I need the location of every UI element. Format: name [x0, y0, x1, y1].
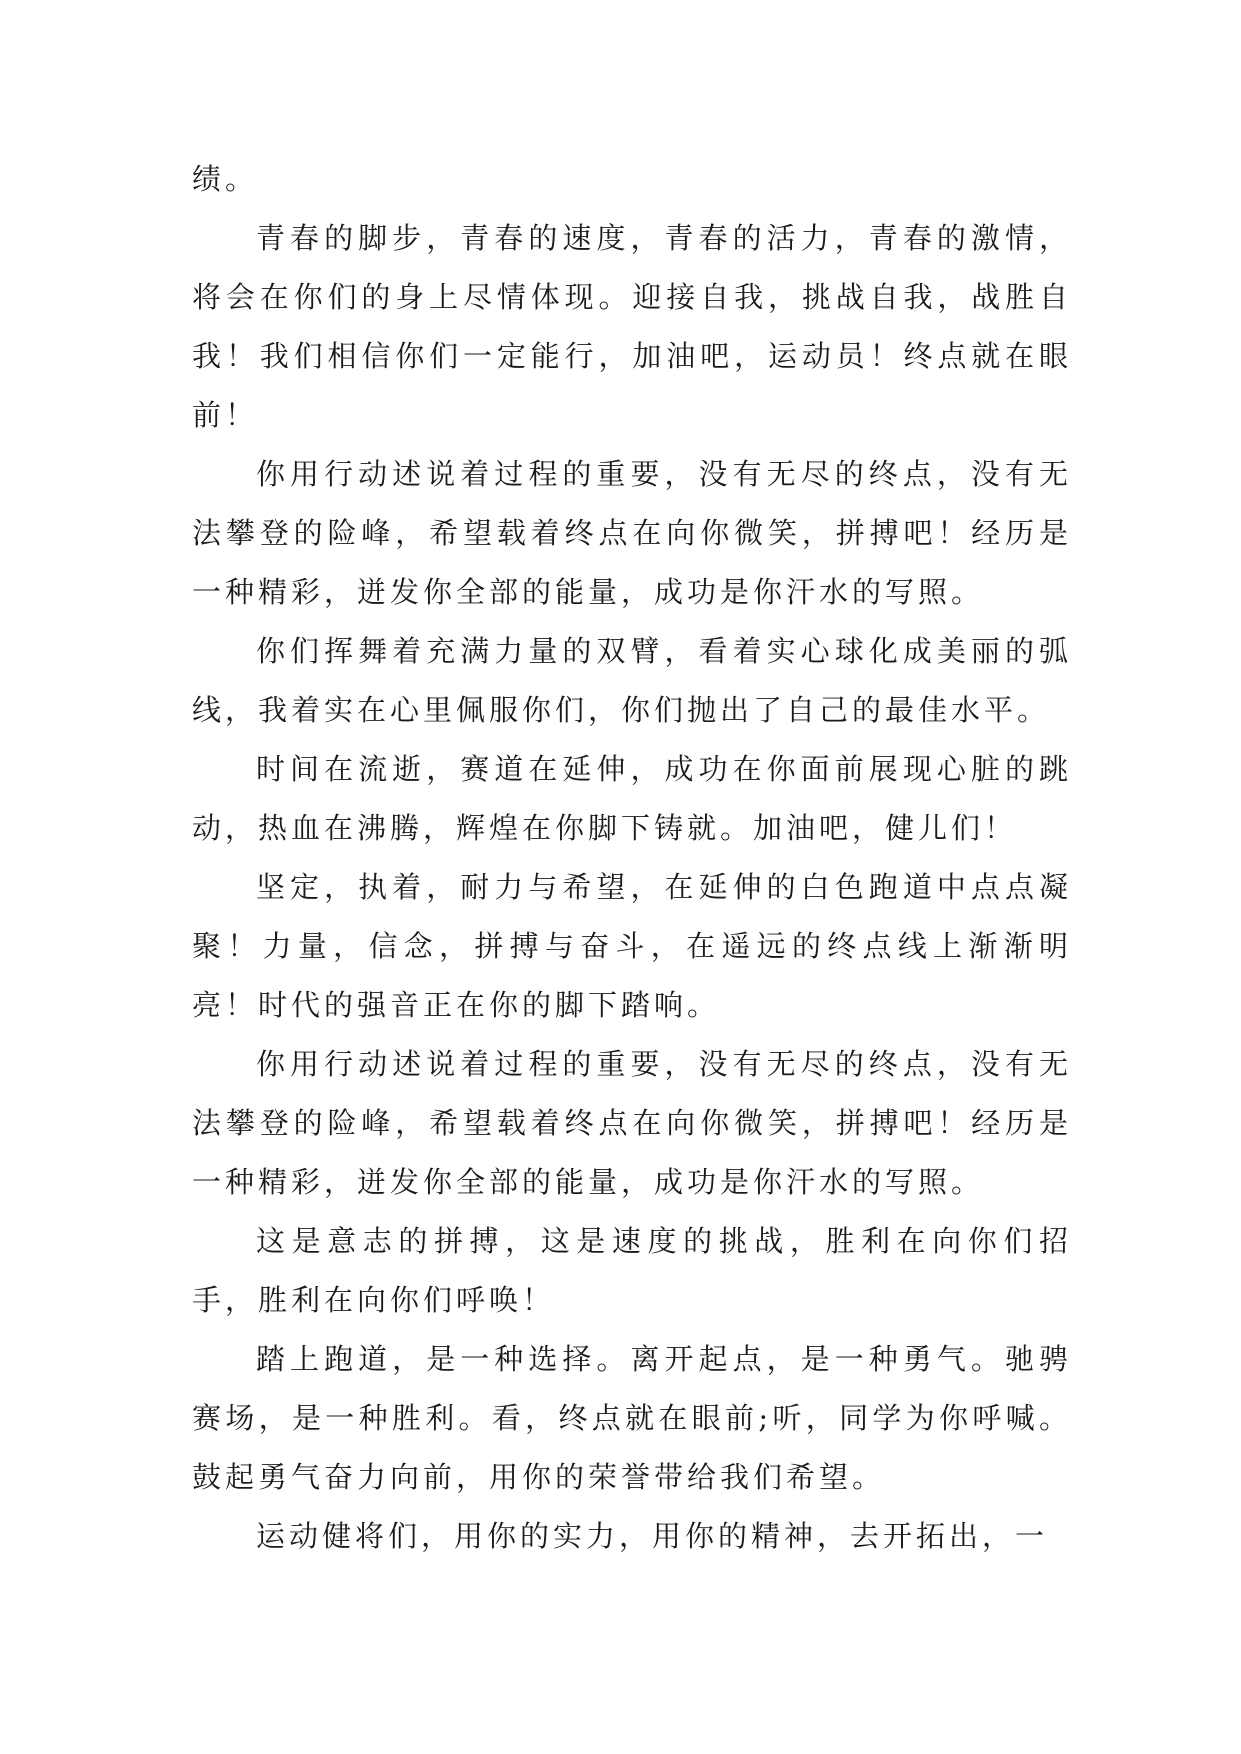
paragraph-4: 你们挥舞着充满力量的双臂，看着实心球化成美丽的弧线，我着实在心里佩服你们，你们抛出了自己的最佳水平。 — [192, 634, 1072, 727]
paragraph-1: 绩。 — [192, 162, 259, 196]
paragraph-2: 青春的脚步，青春的速度，青春的活力，青春的激情，将会在你们的身上尽情体现。迎接自我，挑战自我，战胜自我！我们相信你们一定能行，加油吧，运动员！终点就在眼前！ — [192, 221, 1072, 432]
paragraph-10: 运动健将们，用你的实力，用你的精神，去开拓出，一 — [256, 1519, 1049, 1553]
paragraph-7: 你用行动述说着过程的重要，没有无尽的终点，没有无法攀登的险峰，希望载着终点在向你微笑，拼搏吧！经历是一种精彩，迸发你全部的能量，成功是你汗水的写照。 — [192, 1047, 1072, 1199]
document-body — [192, 150, 1072, 1566]
paragraph-3: 你用行动述说着过程的重要，没有无尽的终点，没有无法攀登的险峰，希望载着终点在向你微笑，拼搏吧！经历是一种精彩，迸发你全部的能量，成功是你汗水的写照。 — [192, 457, 1072, 609]
paragraph-8: 这是意志的拼搏，这是速度的挑战，胜利在向你们招手，胜利在向你们呼唤！ — [192, 1224, 1072, 1317]
paragraph-9: 踏上跑道，是一种选择。离开起点，是一种勇气。驰骋赛场，是一种胜利。看，终点就在眼前;听，同学为你呼喊。鼓起勇气奋力向前，用你的荣誉带给我们希望。 — [192, 1342, 1072, 1494]
paragraph-6: 坚定，执着，耐力与希望，在延伸的白色跑道中点点凝聚！力量，信念，拼搏与奋斗，在遥远的终点线上渐渐明亮！时代的强音正在你的脚下踏响。 — [192, 870, 1072, 1022]
paragraph-5: 时间在流逝，赛道在延伸，成功在你面前展现心脏的跳动，热血在沸腾，辉煌在你脚下铸就。加油吧，健儿们！ — [192, 752, 1072, 845]
